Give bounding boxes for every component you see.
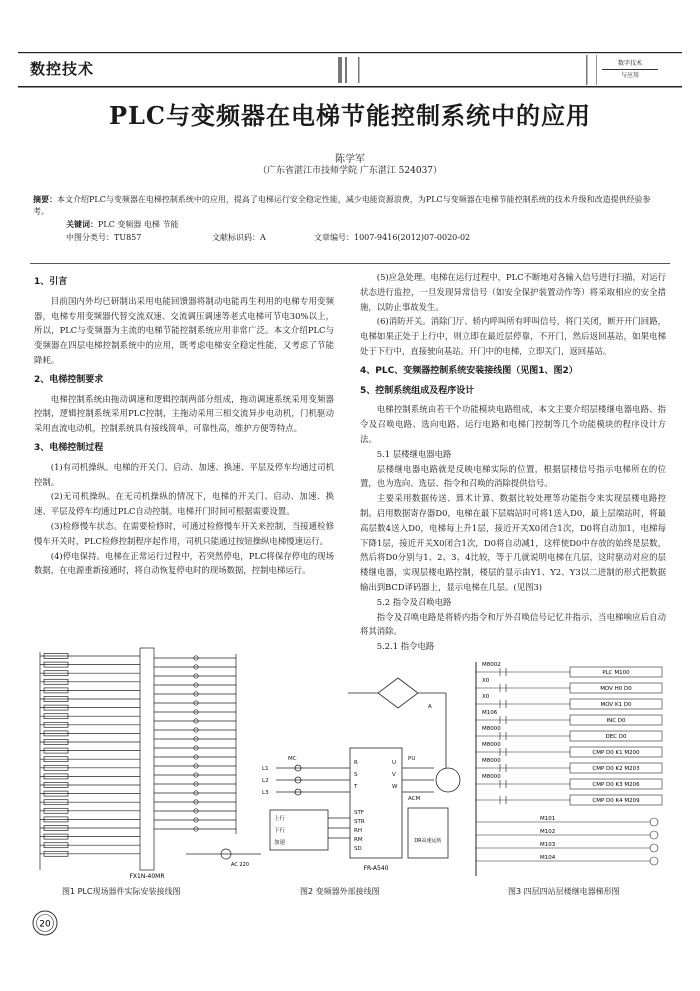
ladder-contact-label: X0 xyxy=(482,678,490,684)
section-3-heading: 3、电梯控制过程 xyxy=(34,442,104,453)
figure-2-inverter-wiring xyxy=(258,648,470,876)
ladder-instruction: CMP D0 K4 M209 xyxy=(592,798,640,804)
page-number-seal xyxy=(32,910,58,936)
section-2-heading: 2、电梯控制要求 xyxy=(34,374,104,385)
inverter-terminal-t: T xyxy=(354,784,358,790)
journal-section-title: 数控技术 xyxy=(30,60,95,78)
fig2-label: ACM xyxy=(408,796,421,802)
fig2-label: L2 xyxy=(262,778,269,784)
ladder-instruction: INC D0 xyxy=(606,718,626,724)
ladder-coil xyxy=(650,857,658,865)
subsection-5-1-heading: 5.1 层楼继电器电路 xyxy=(376,448,452,459)
ac-supply-label: AC 220 xyxy=(231,862,249,868)
title-rule xyxy=(30,263,670,264)
section-5-paragraph: 电梯控制系统由若干个功能模块电路组成，本文主要介绍层楼继电器电路、指令及召唤电路、选向电路、运行电路和电梯门控制等几个功能模块的程序设计方法。 xyxy=(360,404,666,444)
fig2-label: L3 xyxy=(262,790,269,796)
affiliation: （广东省湛江市技师学院 广东湛江 524037） xyxy=(257,166,443,176)
keywords-label: 关键词： xyxy=(66,220,98,229)
right-column xyxy=(360,270,666,654)
fig2-label: A xyxy=(428,704,432,710)
section-3-item-3: (3)检修慢车状态。在需要检修时，可通过检修慢车开关来控制，当接通检修慢车开关时，PLC检修控制程序起作用，司机只能通过按钮操纵电梯慢速运行。 xyxy=(34,520,334,546)
ladder-instruction: CMP D0 K1 M200 xyxy=(592,750,640,756)
paper-title: PLC与变频器在电梯节能控制系统中的应用 xyxy=(108,101,592,130)
fig2-label: PU xyxy=(408,756,416,762)
section-3-item-4: (4)停电保持。电梯在正常运行过程中，若突然停电，PLC将保存停电的现场数据，在电源重新接通时，将自动恢复停电时的现场数据，控制电梯运行。 xyxy=(34,550,334,576)
keywords xyxy=(66,219,178,230)
subsection-5-1-paragraph-1: 层楼继电器电路就是反映电梯实际的位置，根据层楼信号指示电梯所在的位置，也为选向、选层、指令和召唤的消除提供信号。 xyxy=(360,463,666,489)
subsection-5-2-paragraph: 指令及召唤电路是将轿内指令和厅外召唤信号记忆并指示，当电梯响应后自动将其消除。 xyxy=(360,611,666,637)
ladder-contact-label: M8000 xyxy=(482,758,501,764)
fig2-label: L1 xyxy=(262,766,269,772)
ladder-coil-label: M104 xyxy=(540,855,556,861)
clc-number: 中图分类号：TU857 xyxy=(66,233,142,242)
ladder-contact-label: M106 xyxy=(482,710,498,716)
abstract-label: 摘要： xyxy=(33,195,57,204)
ladder-instruction: MOV H0 D0 xyxy=(600,686,632,692)
subsection-5-2-1-heading: 5.2.1 指令电路 xyxy=(376,641,435,652)
inverter-model-label: FR-A540 xyxy=(363,865,389,872)
section-3-item-6: (6)消防开关。消除门厅、轿内呼叫所有呼叫信号，将门关闭，断开开门回路，电梯如果正处于上行中，则立即在最近层停靠，不开门，然后返回基站，如果电梯处于下行中，直接驶向基站。开门中的电梯，立即关门，返回基站。 xyxy=(360,316,666,356)
fig2-label: 加速 xyxy=(274,840,286,846)
inverter-terminal-w: W xyxy=(392,784,398,790)
left-column xyxy=(34,270,334,578)
section-1-heading: 1、引言 xyxy=(34,277,68,287)
ladder-instruction: CMP D0 K3 M206 xyxy=(592,782,640,788)
header-band xyxy=(18,52,682,88)
ladder-contact-label: M8000 xyxy=(482,726,501,732)
section-2-paragraph: 电梯控制系统由拖动调速和逻辑控制两部分组成，拖动调速系统采用变频器控制，逻辑控制系统采用PLC控制，主拖动采用三相交流异步电动机，门机驱动采用直流电动机，控制系统具有接线简单，可靠性高，维护方便等特点。 xyxy=(34,393,334,434)
motor xyxy=(436,768,460,792)
section-5-heading: 5、控制系统组成及程序设计 xyxy=(360,385,475,396)
figure-1-caption: 图1 PLC现场器件实际安装接线图 xyxy=(62,887,181,896)
figure-3-ladder-diagram xyxy=(470,662,670,878)
section-3-item-1: (1)有司机操纵。电梯的开关门、启动、加速、换速、平层及停车均通过司机控制。 xyxy=(34,461,334,487)
fig2-bottom-label: DR高速运转 xyxy=(414,838,442,844)
section-1-paragraph: 目前国内外均已研制出采用电能回馈器将制动电能再生利用的电梯专用变频器，电梯专用变频器代替交流双速、交流调压调速等老式电梯可节电30%以上，所以，PLC与变频器为主流的电梯节能控制系统应用非常广泛。本文介绍PLC与变频器在四层电梯控制系统中的应用，既考虑电梯安全稳定性能，又考虑了节能降耗。 xyxy=(34,295,334,365)
fig2-label: 下行 xyxy=(274,828,286,834)
figure-2-caption: 图2 变频器外部接线图 xyxy=(300,887,380,896)
figure-1-plc-wiring xyxy=(36,644,272,882)
inverter-terminal-s: S xyxy=(354,772,358,778)
page-number: 20 xyxy=(39,919,51,930)
ladder-instruction: MOV K1 D0 xyxy=(600,702,632,708)
journal-badge xyxy=(602,58,658,86)
badge-line-2: 与应用 xyxy=(620,72,639,79)
author: 陈学军 xyxy=(335,154,365,165)
subsection-5-2-heading: 5.2 指令及召唤电路 xyxy=(376,596,452,607)
inverter-terminal-u: U xyxy=(392,760,397,766)
ladder-coil-label: M102 xyxy=(540,829,556,835)
doc-code: 文献标识码：A xyxy=(212,233,266,242)
ladder-contact-label: M8000 xyxy=(482,774,501,780)
abstract-text: 本文介绍PLC与变频器在电梯控制系统中的应用，提高了电梯运行安全稳定性能，减少电能资源浪费，为PLC与变频器在电梯节能控制系统的技术升级和改造提供经验参考。 xyxy=(33,195,651,216)
inverter-terminal-v: V xyxy=(392,772,396,778)
fig2-label: 上行 xyxy=(274,816,286,822)
ladder-coil xyxy=(650,831,658,839)
ladder-contact-label: M8002 xyxy=(482,662,501,668)
inverter-input-sd: SD xyxy=(354,846,362,852)
figure-3-caption: 图3 四层四站层楼继电器梯形图 xyxy=(508,887,620,896)
ladder-instruction: PLC M100 xyxy=(602,670,630,676)
ladder-coil-label: M101 xyxy=(540,816,556,822)
article-number: 文章编号：1007-9416(2012)07-0020-02 xyxy=(314,233,471,242)
abstract xyxy=(33,194,663,217)
ladder-contact-label: M8000 xyxy=(482,742,501,748)
plc-body xyxy=(140,648,154,870)
section-3-item-5: (5)应急处理。电梯在运行过程中，PLC不断地对各输入信号进行扫描，对运行状态进行监控，一旦发现异常信号（如安全保护装置动作等）将采取相应的安全措施，以防止事故发生。 xyxy=(360,272,666,312)
fig2-label: MC xyxy=(288,756,297,762)
ladder-instruction: DEC D0 xyxy=(605,734,627,740)
ladder-coil xyxy=(650,818,658,826)
section-4-heading: 4、PLC、变频器控制系统安装接线图（见图1、图2） xyxy=(360,365,578,376)
inverter-input-rh: RH xyxy=(354,828,362,834)
plc-model-label: FX1N-40MR xyxy=(129,873,165,880)
inverter-input-str: STR xyxy=(354,819,365,825)
ladder-coil xyxy=(650,844,658,852)
keywords-text: PLC 变频器 电梯 节能 xyxy=(98,220,179,229)
ladder-coil-label: M103 xyxy=(540,842,556,848)
ladder-contact-label: X0 xyxy=(482,694,490,700)
subsection-5-1-paragraph-2: 主要采用数据传送、算术计算、数据比较处理等功能指令来实现层楼电路控制。启用数据寄存器D0，电梯在最下层端站时可将1送入D0，最上层端站时，将最高层数4送入D0，电梯每上升1层，接近开关X0闭合1次，D0将自动加1，电梯每下降1层，接近开关X0闭合1次，D0将自动减1，这样使D0中存放的始终是层数，然后将D0分别与1、2、3、4比较，等于几就说明电梯在几层，这时驱动对应的层楼继电器，实现层楼电路控制，楼层的显示由Y1、Y2、Y3以二进制的形式把数据输出到BCD译码器上，显示电梯在几层。(见图3) xyxy=(360,493,666,592)
badge-line-1: 数字技术 xyxy=(602,58,658,70)
inverter-input-rm: RM xyxy=(354,837,363,843)
inverter-input-stf: STF xyxy=(354,810,365,816)
inverter-terminal-r: R xyxy=(354,760,358,766)
section-3-item-2: (2)无司机操纵。在无司机操纵的情况下，电梯的开关门、启动、加速、换速、平层及停车均通过PLC自动控制。电梯开门时间可根据需要设置。 xyxy=(34,491,334,517)
ladder-instruction: CMP D0 K2 M203 xyxy=(592,766,640,772)
rectifier-bridge xyxy=(378,678,418,708)
